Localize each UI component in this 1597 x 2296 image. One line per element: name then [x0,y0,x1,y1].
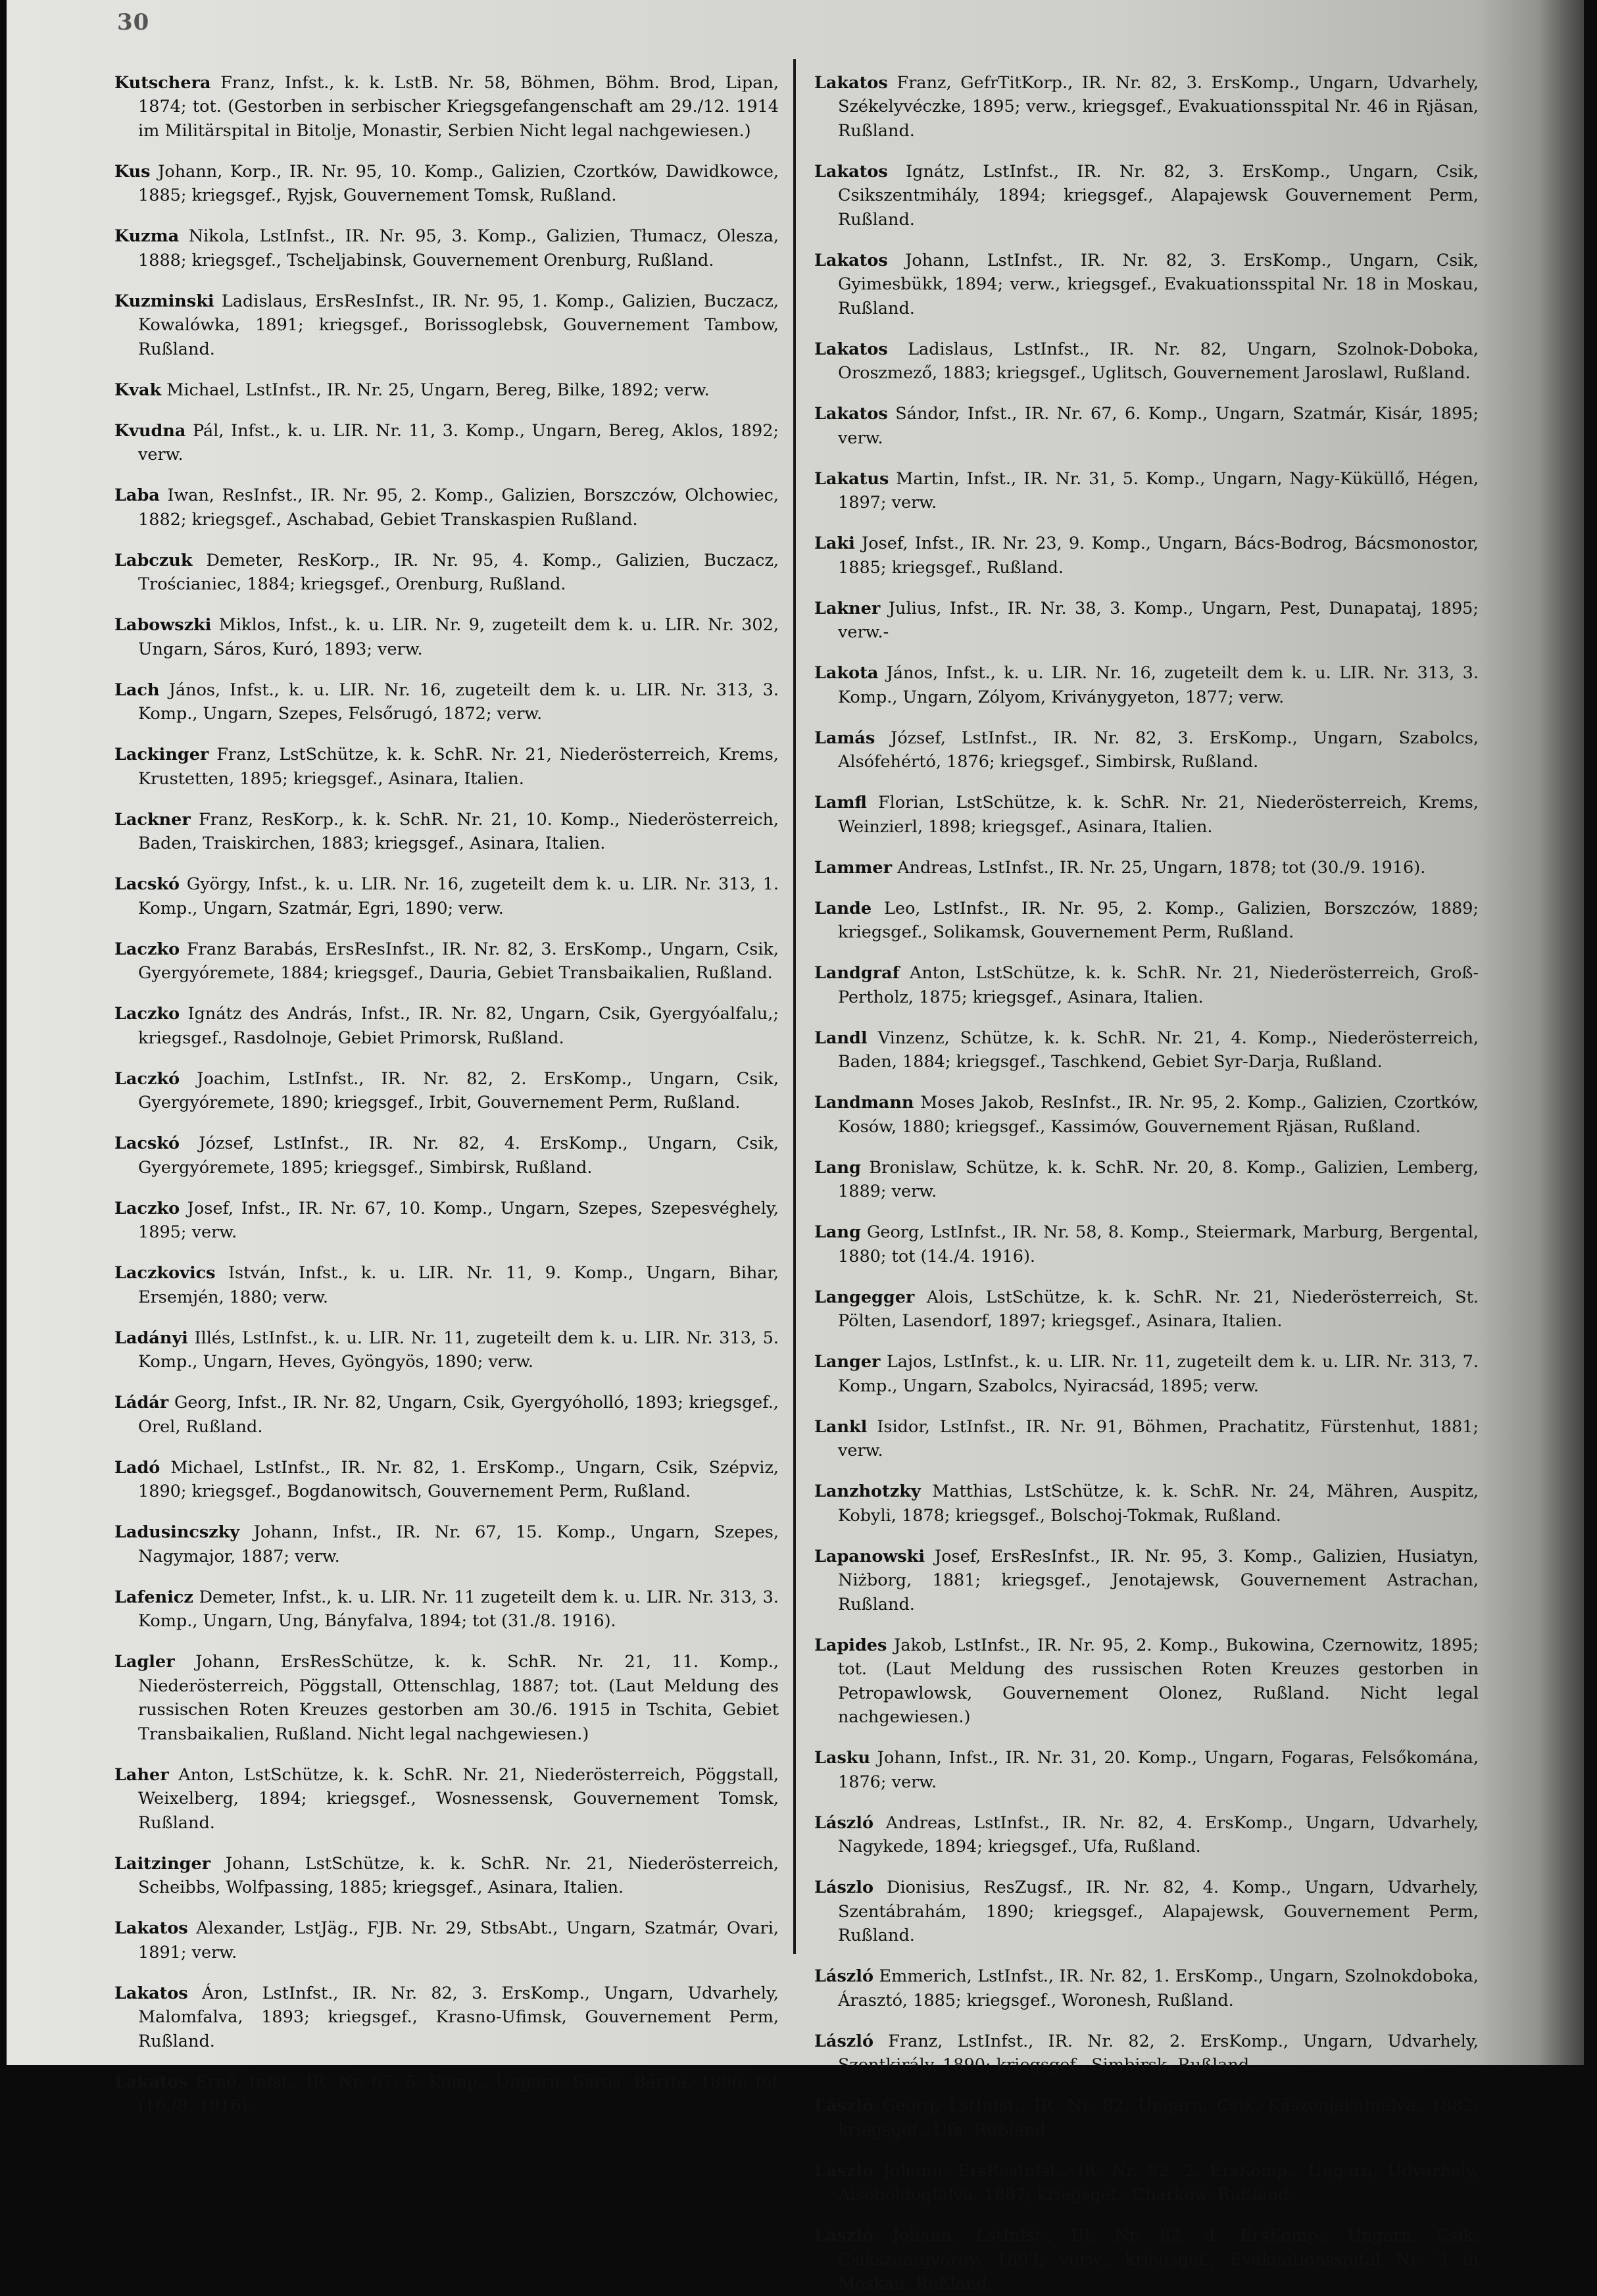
list-entry [114,549,779,597]
list-entry [114,289,779,362]
list-entry [114,160,779,208]
entry-surname: Laki [814,534,855,553]
list-entry [814,1415,1479,1463]
list-entry [114,678,779,726]
entry-surname: Lang [814,1157,861,1178]
entry-details: Ignátz, LstInfst., IR. Nr. 82, 3. ErsKomp., Ungarn, Csik, Csikszentmihály, 1894; kriegsgef., Alapajewsk Gouvernement Perm, Rußland. [838,161,1479,230]
page-number: 30 [117,9,150,36]
list-entry [814,726,1479,774]
entry-details: István, Infst., k. u. LIR. Nr. 11, 9. Komp., Ungarn, Bihar, Ersemjén, 1880; verw. [138,1263,779,1307]
list-entry [814,1480,1479,1528]
entry-details: Michael, LstInfst., IR. Nr. 82, 1. ErsKomp., Ungarn, Csik, Szépviz, 1890; kriegsgef., Bogdanowitsch, Gouvernement Perm, Rußland. [138,1457,779,1501]
list-entry [114,224,779,272]
list-entry [814,1091,1479,1139]
entry-details: Franz, LstInfst., IR. Nr. 82, 2. ErsKomp., Ungarn, Udvarhely, Szentkirály, 1890; kriegsgef., Simbirsk, Rußland. [838,2031,1479,2075]
entry-details: Bronislaw, Schütze, k. k. SchR. Nr. 20, 8. Komp., Galizien, Lemberg, 1889; verw. [838,1157,1479,1201]
list-entry [114,378,779,403]
entry-details: Matthias, LstSchütze, k. k. SchR. Nr. 24, Mähren, Auspitz, Kobyli, 1878; kriegsgef., Bolschoj-Tokmak, Rußland. [838,1482,1479,1526]
list-entry [814,1220,1479,1268]
entry-surname: Lamfl [814,793,867,812]
entry-surname: Laher [114,1764,169,1785]
entry-surname: Lammer [814,857,893,878]
entry-details: Ignátz des András, Infst., IR. Nr. 82, Ungarn, Csik, Gyergyóalfalu,; kriegsgef., Rasdolnoje, Gebiet Primorsk, Rußland. [138,1004,779,1048]
entry-surname: László [814,2031,873,2051]
entry-surname: Lacskó [114,1134,180,1153]
list-entry [114,2070,779,2118]
list-entry [114,1982,779,2054]
entry-surname: Langer [814,1352,881,1372]
list-entry [114,808,779,856]
entry-surname: Lankl [814,1416,868,1437]
entry-surname: Kutschera [114,72,211,93]
entry-details: Ernö, Infst., IR. Nr. 67, 5. Komp., Ungarn, Sáros, Bártfa, 1896; tot (16./8. 1916). [138,2072,779,2116]
list-entry [814,961,1479,1009]
entry-details: Ladislaus, LstInfst., IR. Nr. 82, Ungarn, Szolnok-Doboka, Oroszmező, 1883; kriegsgef., Uglitsch, Gouvernement Jaroslawl, Rußland. [838,339,1479,383]
list-entry [814,2224,1479,2296]
list-entry [114,1391,779,1439]
list-entry [114,1852,779,1900]
entry-surname: Laczkovics [114,1263,216,1283]
entry-details: Áron, LstInfst., IR. Nr. 82, 3. ErsKomp., Ungarn, Udvarhely, Malomfalva, 1893; kriegsgef., Krasno-Ufimsk, Gouvernement Perm, Rußland. [138,1983,779,2051]
list-entry [814,1964,1479,2012]
entry-details: Anton, LstSchütze, k. k. SchR. Nr. 21, Niederösterreich, Pöggstall, Weixelberg, 1894; kriegsgef., Wosnessensk, Gouvernement Tomsk, Rußland. [138,1764,779,1833]
entry-surname: László [814,2096,873,2116]
entry-details: György, Infst., k. u. LIR. Nr. 16, zugeteilt dem k. u. LIR. Nr. 313, 1. Komp., Ungarn, Szatmár, Egri, 1890; verw. [138,874,779,918]
entry-details: Vinzenz, Schütze, k. k. SchR. Nr. 21, 4. Komp., Niederösterreich, Baden, 1884; kriegsgef., Taschkend, Gebiet Syr-Darja, Rußland. [838,1028,1479,1072]
entry-surname: Laczko [114,1198,180,1218]
left-column [114,54,779,2116]
entry-surname: Lamás [814,728,875,748]
list-entry [814,249,1479,321]
entry-surname: Lasku [814,1748,871,1768]
entry-surname: Lakatus [814,468,889,489]
entry-details: Pál, Infst., k. u. LIR. Nr. 11, 3. Komp., Ungarn, Bereg, Aklos, 1892; verw. [138,420,779,464]
list-entry [814,597,1479,645]
entry-surname: Ladányi [114,1328,188,1348]
entry-details: János, Infst., k. u. LIR. Nr. 16, zugeteilt dem k. u. LIR. Nr. 313, 3. Komp., Ungarn, Szepes, Felsőrugó, 1872; verw. [138,680,779,724]
entry-details: Alois, LstSchütze, k. k. SchR. Nr. 21, Niederösterreich, St. Pölten, Lasendorf, 1897; kriegsgef., Asinara, Italien. [838,1287,1479,1331]
column-divider [793,59,796,1954]
entry-surname: Lakota [814,663,879,683]
entry-surname: Lászlo [814,1878,873,1897]
entry-details: Moses Jakob, ResInfst., IR. Nr. 95, 2. Komp., Galizien, Czortków, Kosów, 1880; kriegsgef., Kassimów, Gouvernement Rjäsan, Rußland. [838,1093,1479,1137]
list-entry [114,71,779,143]
entry-surname: Ladusincszky [114,1522,240,1542]
entry-surname: Landgraf [814,963,900,983]
list-entry [814,1285,1479,1334]
list-entry [814,1156,1479,1204]
entry-details: Emmerich, LstInfst., IR. Nr. 82, 1. ErsKomp., Ungarn, Szolnokdoboka, Árasztó, 1885; kriegsgef., Woronesh, Rußland. [838,1966,1479,2010]
scan-shadow-edge [1538,0,1584,2065]
entry-surname: Lafenicz [114,1587,193,1607]
entry-surname: Labczuk [114,550,193,570]
list-entry [814,2159,1479,2207]
entry-details: Franz Barabás, ErsResInfst., IR. Nr. 82, 3. ErsKomp., Ungarn, Csik, Gyergyóremete, 1884; kriegsgef., Dauria, Gebiet Transbaikalien, Rußland. [138,939,779,983]
entry-surname: Laba [114,486,160,505]
entry-surname: Kvudna [114,420,186,441]
list-entry [814,1811,1479,1859]
entry-details: Florian, LstSchütze, k. k. SchR. Nr. 21, Niederösterreich, Krems, Weinzierl, 1898; kriegsgef., Asinara, Italien. [838,793,1479,837]
list-entry [814,661,1479,709]
entry-surname: Langegger [814,1287,915,1307]
entry-surname: Lagler [114,1652,175,1672]
list-entry [814,2094,1479,2142]
list-entry [114,937,779,986]
list-entry [814,791,1479,839]
entry-surname: Lakner [814,598,881,618]
list-entry [114,743,779,791]
entry-surname: Lackner [114,809,191,830]
list-entry [814,1350,1479,1398]
entry-surname: Lande [814,898,872,918]
entry-surname: Landl [814,1028,868,1048]
entry-surname: Kuzminski [114,291,214,311]
entry-surname: Laczko [114,1004,180,1024]
entry-surname: Lászlo [814,2160,873,2181]
list-entry [814,160,1479,232]
entry-surname: Lakatos [814,404,888,424]
entry-surname: Ladó [114,1457,160,1478]
entry-details: Johann, LstInfst., IR. Nr. 82, 4. ErsKomp., Ungarn, Csik, Csikszentgyörgy, 1893; verw., kriegsgef., Evakuationsspital Nr. 3 in Moskau, Rußland. [838,2226,1479,2293]
list-entry [814,1545,1479,1617]
list-entry [814,71,1479,143]
entry-surname: Laczko [114,939,180,959]
list-entry [814,1876,1479,1948]
list-entry [114,419,779,467]
entry-details: Leo, LstInfst., IR. Nr. 95, 2. Komp., Galizien, Borszczów, 1889; kriegsgef., Solikamsk, Gouvernement Perm, Rußland. [838,898,1479,942]
entry-surname: Landmann [814,1093,914,1112]
entry-surname: Labowszki [114,615,212,635]
entry-details: Johann, Korp., IR. Nr. 95, 10. Komp., Galizien, Czortków, Dawidkowce, 1885; kriegsgef., Ryjsk, Gouvernement Tomsk, Rußland. [138,161,779,205]
entry-details: Johann, Infst., IR. Nr. 67, 15. Komp., Ungarn, Szepes, Nagymajor, 1887; verw. [138,1522,779,1566]
entry-details: János, Infst., k. u. LIR. Nr. 16, zugeteilt dem k. u. LIR. Nr. 313, 3. Komp., Ungarn, Zólyom, Kriványgyeton, 1877; verw. [838,663,1479,707]
entry-surname: Kus [114,161,151,182]
entry-details: Demeter, Infst., k. u. LIR. Nr. 11 zugeteilt dem k. u. LIR. Nr. 313, 3. Komp., Ungarn, Ung, Bányfalva, 1894; tot (31./8. 1916). [138,1587,779,1631]
list-entry [814,2030,1479,2078]
entry-details: Franz, Infst., k. k. LstB. Nr. 58, Böhmen, Böhm. Brod, Lipan, 1874; tot. (Gestorben in serbischer Kriegsgefangenschaft am 29./12. 1914 im Militärspital in Bitolje, Monastir, Serbien Nicht legal nachgewiesen.) [138,72,779,141]
entry-surname: Lach [114,680,160,700]
list-entry [814,1026,1479,1074]
list-entry [814,1634,1479,1730]
entry-details: Julius, Infst., IR. Nr. 38, 3. Komp., Ungarn, Pest, Dunapataj, 1895; verw.- [838,598,1479,642]
entry-surname: Lanzhotzky [814,1482,921,1501]
list-entry [114,1456,779,1504]
entry-surname: Lapides [814,1635,887,1655]
list-entry [114,1763,779,1835]
entry-details: Demeter, ResKorp., IR. Nr. 95, 4. Komp., Galizien, Buczacz, Trościaniec, 1884; kriegsgef., Orenburg, Rußland. [138,550,779,594]
entry-surname: Lakatos [114,1983,188,2003]
entry-details: Johann, Infst., IR. Nr. 31, 20. Komp., Ungarn, Fogaras, Felsőkomána, 1876; verw. [838,1748,1479,1792]
entry-details: Illés, LstInfst., k. u. LIR. Nr. 11, zugeteilt dem k. u. LIR. Nr. 313, 5. Komp., Ungarn, Heves, Gyöngyös, 1890; verw. [138,1328,779,1372]
entry-details: Ladislaus, ErsResInfst., IR. Nr. 95, 1. Komp., Galizien, Buczacz, Kowalówka, 1891; kriegsgef., Borissoglebsk, Gouvernement Tambow, Rußland. [138,291,779,359]
entry-surname: Lacskó [114,874,180,894]
list-entry [814,467,1479,515]
entry-surname: Lakatos [814,339,888,359]
entry-surname: Kvak [114,380,162,400]
list-entry [814,337,1479,386]
entry-details: Georg, LstInfst., IR. Nr. 58, 8. Komp., Steiermark, Marburg, Bergental, 1880; tot (14./4. 1916). [838,1222,1479,1266]
entry-surname: Ládár [114,1393,169,1412]
entry-details: Johann, ErsResSchütze, k. k. SchR. Nr. 21, 11. Komp., Niederösterreich, Pöggstall, Ottenschlag, 1887; tot. (Laut Meldung des russischen Roten Kreuzes gestorben am 30./6. 1915 in Tschita, Gebiet Transbaikalien, Rußland. Nicht legal nachgewiesen.) [138,1652,779,1744]
right-column [814,54,1479,2293]
entry-surname: Lakatos [814,161,888,182]
entry-details: Iwan, ResInfst., IR. Nr. 95, 2. Komp., Galizien, Borszczów, Olchowiec, 1882; kriegsgef., Aschabad, Gebiet Transkaspien Rußland. [138,486,779,530]
list-entry [114,1132,779,1180]
entry-details: Miklos, Infst., k. u. LIR. Nr. 9, zugeteilt dem k. u. LIR. Nr. 302, Ungarn, Sáros, Kuró, 1893; verw. [138,615,779,659]
entry-details: Michael, LstInfst., IR. Nr. 25, Ungarn, Bereg, Bilke, 1892; verw. [166,380,710,400]
entry-details: Martin, Infst., IR. Nr. 31, 5. Komp., Ungarn, Nagy-Küküllő, Hégen, 1897; verw. [838,468,1479,512]
entry-surname: László [814,1966,873,1986]
entry-surname: Laczkó [114,1068,180,1089]
list-entry [814,856,1479,880]
entry-surname: Laitzinger [114,1853,211,1874]
entry-details: Franz, LstSchütze, k. k. SchR. Nr. 21, Niederösterreich, Krems, Krustetten, 1895; kriegsgef., Asinara, Italien. [138,745,779,789]
list-entry [114,1326,779,1374]
entry-surname: Lapanowski [814,1546,925,1566]
entry-details: Josef, Infst., IR. Nr. 23, 9. Komp., Ungarn, Bács-Bodrog, Bácsmonostor, 1885; kriegsgef., Rußland. [838,534,1479,578]
entry-details: Alexander, LstJäg., FJB. Nr. 29, StbsAbt., Ungarn, Szatmár, Ovari, 1891; verw. [138,1918,779,1962]
entry-details: Jakob, LstInfst., IR. Nr. 95, 2. Komp., Bukowina, Czernowitz, 1895; tot. (Laut Meldung des russischen Roten Kreuzes gestorben in Petropawlowsk, Gouvernement Olonez, Rußland. Nicht legal nachgewiesen.) [838,1635,1479,1727]
list-entry [114,613,779,661]
entry-details: József, LstInfst., IR. Nr. 82, 3. ErsKomp., Ungarn, Szabolcs, Alsófehértó, 1876; kriegsgef., Simbirsk, Rußland. [838,728,1479,772]
entry-details: Georg, Infst., IR. Nr. 82, Ungarn, Csik, Gyergyóholló, 1893; kriegsgef., Orel, Rußland. [138,1393,779,1437]
list-entry [114,1261,779,1309]
entry-surname: Lakatos [814,250,888,270]
entry-surname: Lakatos [114,1918,188,1938]
entry-surname: Kuzma [114,226,180,246]
entry-details: Johann, LstInfst., IR. Nr. 82, 3. ErsKomp., Ungarn, Csik, Gyimesbükk, 1894; verw., kriegsgef., Evakuationsspital Nr. 18 in Moskau, Rußland. [838,250,1479,318]
entry-details: Nikola, LstInfst., IR. Nr. 95, 3. Komp., Galizien, Tłumacz, Olesza, 1888; kriegsgef., Tscheljabinsk, Gouvernement Orenburg, Rußland. [138,226,779,270]
entry-details: Isidor, LstInfst., IR. Nr. 91, Böhmen, Prachatitz, Fürstenhut, 1881; verw. [838,1416,1479,1460]
list-entry [114,1650,779,1746]
list-entry [114,484,779,532]
list-entry [114,1520,779,1568]
entry-details: Johann, LstSchütze, k. k. SchR. Nr. 21, Niederösterreich, Scheibbs, Wolfpassing, 1885; kriegsgef., Asinara, Italien. [138,1853,779,1897]
entry-details: Johann, ErsResInfst., IR. Nr. 82, 2. ErsKomp., Ungarn, Udvarhely, Alsóboldogfalva, 1887; kriegsgef., Charkow, Rußland. [838,2160,1479,2205]
entry-details: Franz, ResKorp., k. k. SchR. Nr. 21, 10. Komp., Niederösterreich, Baden, Traiskirchen, 1883; kriegsgef., Asinara, Italien. [138,809,779,853]
entry-details: József, LstInfst., IR. Nr. 82, 4. ErsKomp., Ungarn, Csik, Gyergyóremete, 1895; kriegsgef., Simbirsk, Rußland. [138,1134,779,1178]
entry-details: Franz, GefrTitKorp., IR. Nr. 82, 3. ErsKomp., Ungarn, Udvarhely, Székelyvéczke, 1895; verw., kriegsgef., Evakuationsspital Nr. 46 in Rjäsan, Rußland. [838,72,1479,141]
entry-details: Sándor, Infst., IR. Nr. 67, 6. Komp., Ungarn, Szatmár, Kisár, 1895; verw. [838,404,1479,448]
list-entry [114,1067,779,1115]
entry-details: Dionisius, ResZugsf., IR. Nr. 82, 4. Komp., Ungarn, Udvarhely, Szentábrahám, 1890; kriegsgef., Alapajewsk, Gouvernement Perm, Rußland. [838,1878,1479,1945]
list-entry [114,1916,779,1964]
list-entry [814,1746,1479,1794]
entry-details: Georg, LstInfst., IR. Nr. 82, Ungarn, Csik, Kászonjakabfalva, 1882; kriegsgef., Ufa, Rußland. [838,2096,1479,2140]
entry-details: Josef, ErsResInfst., IR. Nr. 95, 3. Komp., Galizien, Husiatyn, Niżborg, 1881; kriegsgef., Jenotajewsk, Gouvernement Astrachan, Rußland. [838,1546,1479,1614]
entry-details: Joachim, LstInfst., IR. Nr. 82, 2. ErsKomp., Ungarn, Csik, Gyergyóremete, 1890; kriegsgef., Irbit, Gouvernement Perm, Rußland. [138,1068,779,1112]
entry-surname: Lang [814,1222,861,1242]
entry-surname: László [814,2226,873,2245]
list-entry [114,1585,779,1634]
entry-surname: Lakatos [114,2072,188,2092]
entry-details: Andreas, LstInfst., IR. Nr. 25, Ungarn, 1878; tot (30./9. 1916). [897,857,1426,878]
list-entry [814,532,1479,580]
list-entry [114,1002,779,1050]
list-entry [114,872,779,920]
list-entry [814,402,1479,450]
entry-surname: Lackinger [114,745,209,764]
entry-details: Anton, LstSchütze, k. k. SchR. Nr. 21, Niederösterreich, Groß-Pertholz, 1875; kriegsgef., Asinara, Italien. [838,963,1479,1007]
entry-details: Andreas, LstInfst., IR. Nr. 82, 4. ErsKomp., Ungarn, Udvarhely, Nagykede, 1894; kriegsgef., Ufa, Rußland. [838,1812,1479,1857]
list-entry [814,897,1479,945]
entry-surname: László [814,1812,873,1833]
scanned-page [7,0,1584,2293]
entry-surname: Lakatos [814,72,888,93]
entry-details: Josef, Infst., IR. Nr. 67, 10. Komp., Ungarn, Szepes, Szepesvéghely, 1895; verw. [138,1198,779,1242]
entry-details: Lajos, LstInfst., k. u. LIR. Nr. 11, zugeteilt dem k. u. LIR. Nr. 313, 7. Komp., Ungarn, Szabolcs, Nyiracsád, 1895; verw. [838,1352,1479,1396]
list-entry [114,1197,779,1245]
